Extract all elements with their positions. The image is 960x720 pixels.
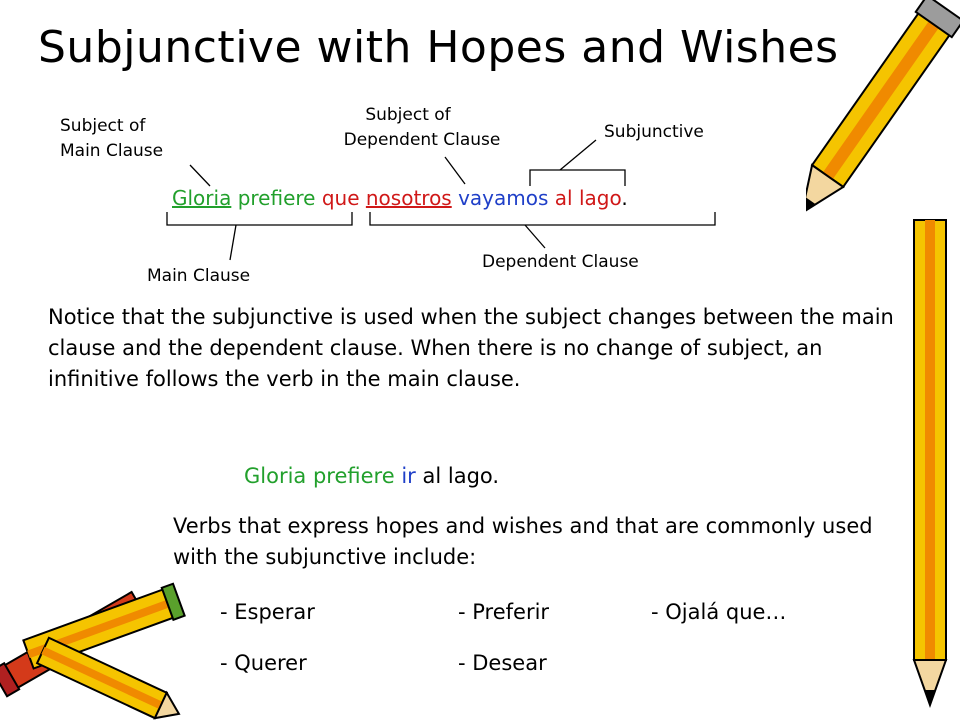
label-subject-dependent-line2: Dependent Clause [343, 130, 501, 150]
verb-preferir: - Preferir [458, 600, 550, 624]
word-prefiere: prefiere [237, 186, 316, 210]
explanation-paragraph: Notice that the subjunctive is used when the subject changes between the main clause and the dependent clause. When there is no change of subject, an infinitive follows the verb in the main clause. [48, 305, 894, 391]
word-que: que [321, 186, 360, 210]
slide-title: Subjunctive with Hopes and Wishes [38, 22, 839, 73]
word-vayamos: vayamos [458, 186, 549, 210]
pointer-subjunctive [560, 140, 596, 170]
label-subjunctive: Subjunctive [604, 122, 704, 142]
verb-esperar: - Esperar [220, 600, 315, 624]
pointer-subject-dependent [445, 157, 465, 184]
label-main-clause: Main Clause [147, 266, 251, 286]
example-ir: ir [401, 464, 416, 488]
infinitive-example [244, 464, 499, 488]
pointer-dependent-clause [525, 225, 545, 248]
label-dependent-clause: Dependent Clause [482, 252, 639, 272]
verbs-intro: Verbs that express hopes and wishes and that are commonly used with the subjunctive include: [173, 514, 873, 569]
pencils-bottom-left-icon [0, 578, 195, 720]
label-subject-main-line1: Subject of [60, 116, 146, 136]
pencil-top-right-icon [806, 0, 960, 720]
word-period: . [621, 186, 628, 210]
example-gloria-prefiere: Gloria prefiere [244, 464, 395, 488]
verb-ojala-que: - Ojalá que… [651, 600, 787, 624]
word-nosotros: nosotros [365, 186, 452, 210]
example-al-lago: al lago. [422, 464, 500, 488]
word-gloria: Gloria [172, 186, 232, 210]
label-subject-dependent-line1: Subject of [365, 105, 451, 125]
bracket-main-clause [167, 212, 352, 225]
word-al-lago: al lago [554, 186, 622, 210]
bracket-subjunctive [530, 170, 625, 186]
verb-desear: - Desear [458, 651, 547, 675]
pointer-main-clause [230, 225, 236, 260]
bracket-dependent-clause [370, 212, 715, 225]
pointer-subject-main [190, 165, 210, 186]
verb-querer: - Querer [220, 651, 307, 675]
label-subject-main-line2: Main Clause [60, 141, 164, 161]
